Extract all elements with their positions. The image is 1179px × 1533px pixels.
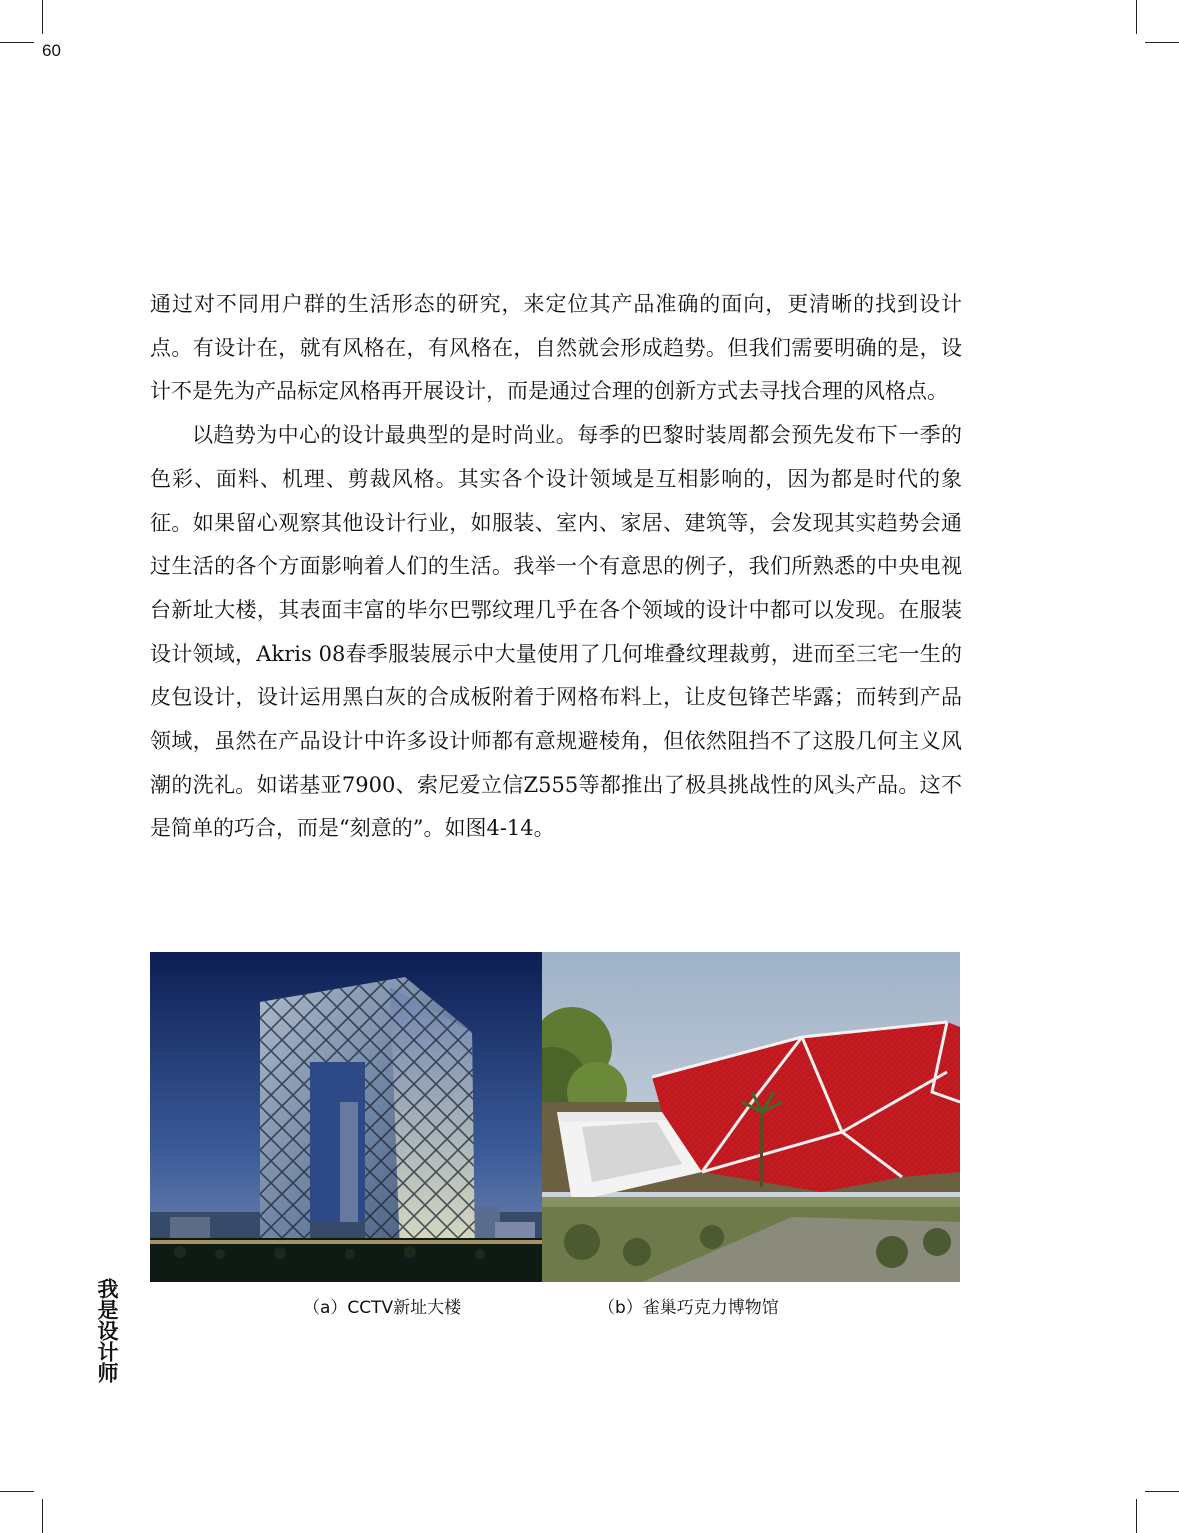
crop-mark: [0, 1491, 34, 1492]
cctv-building-photo: [150, 952, 542, 1282]
crop-mark: [1136, 1499, 1137, 1533]
crop-mark: [1145, 1491, 1179, 1492]
chocolate-museum-photo: [542, 952, 960, 1282]
page-number: 60: [42, 41, 61, 60]
paragraph: 通过对不同用户群的生活形态的研究，来定位其产品准确的面向，更清晰的找到设计点。有设计在，就有风格在，有风格在，自然就会形成趋势。但我们需要明确的是，设计不是先为产品标定风格再开展设计，而是通过合理的创新方式去寻找合理的风格点。: [150, 292, 962, 404]
crop-mark: [42, 0, 43, 34]
figure-4-14: [150, 952, 960, 1282]
side-title: 我是设计师: [95, 1278, 119, 1383]
crop-mark: [0, 42, 34, 43]
paragraph: 以趋势为中心的设计最典型的是时尚业。每季的巴黎时装周都会预先发布下一季的色彩、面料、机理、剪裁风格。其实各个设计领域是互相影响的，因为都是时代的象征。如果留心观察其他设计行业，如服装、室内、家居、建筑等，会发现其实趋势会通过生活的各个方面影响着人们的生活。我举一个有意思的例子，我们所熟悉的中央电视台新址大楼，其表面丰富的毕尔巴鄂纹理几乎在各个领域的设计中都可以发现。在服装设计领域，Akris 08春季服装展示中大量使用了几何堆叠纹理裁剪，进而至三宅一生的皮包设计，设计运用黑白灰的合成板附着于网格布料上，让皮包锋芒毕露；而转到产品领域，虽然在产品设计中许多设计师都有意规避棱角，但依然阻挡不了这股几何主义风潮的洗礼。如诺基亚7900、索尼爱立信Z555等都推出了极具挑战性的风头产品。这不是简单的巧合，而是“刻意的”。如图4-14。: [150, 423, 962, 841]
crop-mark: [42, 1499, 43, 1533]
crop-mark: [1136, 0, 1137, 34]
body-text: [150, 283, 962, 851]
caption-b: （b）雀巢巧克力博物馆: [598, 1298, 779, 1318]
crop-mark: [1145, 42, 1179, 43]
caption-a: （a）CCTV新址大楼: [303, 1298, 462, 1318]
